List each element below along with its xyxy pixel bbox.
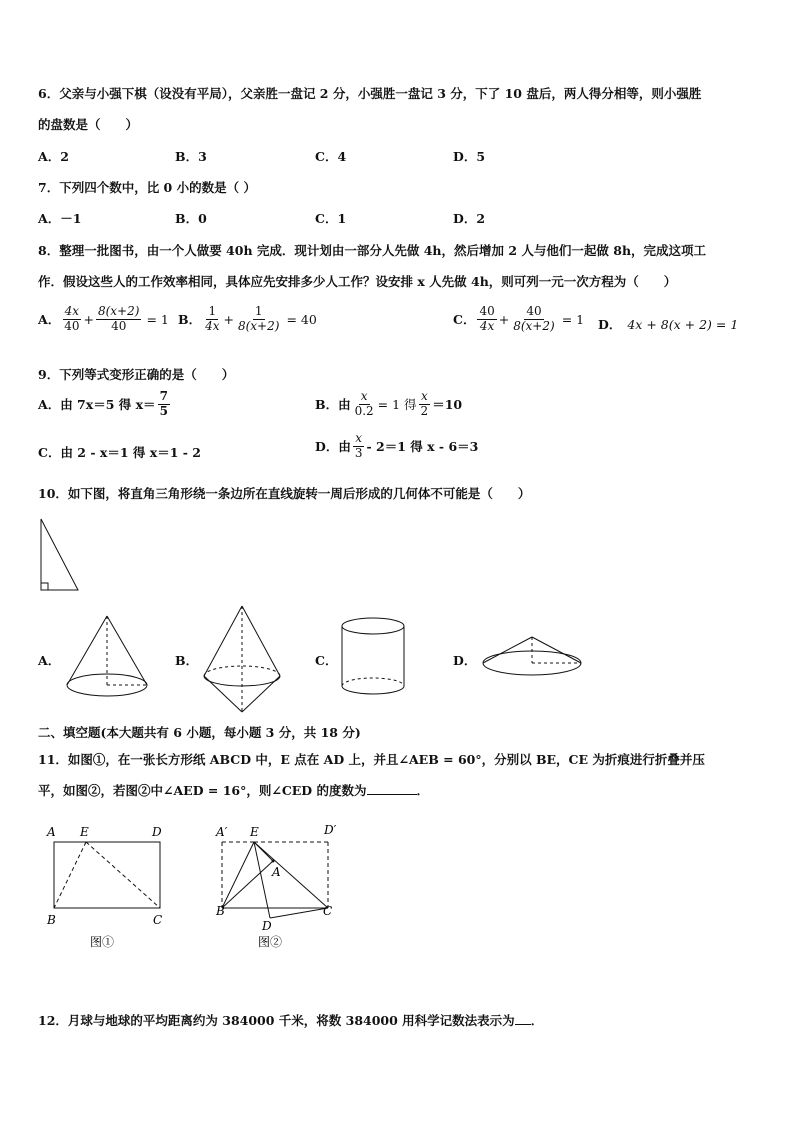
section-title: 二、填空题(本大题共有 6 小题，每小题 3 分，共 18 分) [38, 725, 361, 740]
fig2-label-d: D [262, 919, 272, 933]
answer-blank[interactable] [515, 1012, 531, 1025]
double-cone-icon [202, 604, 282, 716]
q9-option-b-post: ＝10 [432, 397, 463, 413]
q9-option-d[interactable] [315, 432, 478, 461]
plus-sign: + [83, 311, 94, 327]
q8-option-a-label: A． [38, 312, 61, 328]
q9-option-b[interactable] [315, 390, 462, 419]
q11-line2 [38, 781, 429, 799]
rhs: = 1 [561, 311, 585, 327]
q11-line2-text: 平，如图②，若图②中∠AED = 16°，则∠CED 的度数为 [38, 783, 367, 798]
q6-line2: 的盘数是（ ） [38, 117, 139, 132]
fraction: $\frac{40}{8(x+2)}$ [513, 304, 555, 333]
q7-option-d[interactable]: D．2 [453, 211, 486, 226]
q12-end: ． [530, 1013, 544, 1028]
fig1-label-e: E [80, 825, 89, 839]
q6-option-a[interactable]: A．2 [38, 149, 69, 164]
q10-stem: 10．如下图，将直角三角形绕一条边所在直线旋转一周后形成的几何体不可能是（ ） [38, 486, 531, 501]
cylinder-icon [340, 616, 408, 698]
q9-option-d-text: D．由 [315, 439, 351, 455]
flat-cone-icon [480, 634, 588, 682]
q9-option-b-mid: = 1 得 [377, 397, 417, 413]
fig1-label-b: B [47, 913, 56, 927]
q11-line1: 11．如图①，在一张长方形纸 ABCD 中，E 点在 AD 上，并且∠AEB = 60°，分别以 BE，CE 为折痕进行折叠并压 [38, 752, 705, 767]
q7-option-a[interactable]: A．－1 [38, 211, 82, 226]
q9-option-d-post: - 2＝1 得 x - 6＝3 [366, 439, 479, 455]
answer-blank[interactable] [367, 782, 417, 795]
q6-option-c[interactable]: C．4 [315, 149, 347, 164]
q7-option-b[interactable]: B．0 [175, 211, 207, 226]
q11-line2-end: ． [416, 783, 430, 798]
q9-option-b-text: B．由 [315, 397, 351, 413]
q8-line1: 8．整理一批图书，由一个人做要 40h 完成．现计划由一部分人先做 4h，然后增加 2 人与他们一起做 8h，完成这项工 [38, 243, 707, 258]
q10-option-c[interactable]: C． [315, 653, 338, 668]
figure-2-folded [210, 820, 350, 952]
cone-icon [64, 614, 154, 700]
q10-option-b[interactable]: B． [175, 653, 199, 668]
plus-sign: + [223, 311, 234, 327]
fig2-caption: 图② [258, 935, 283, 949]
q8-option-b-label: B． [178, 312, 202, 328]
fig2-label-d-prime: D′ [324, 823, 337, 837]
fig2-label-a: A [272, 865, 281, 879]
q10-option-d[interactable]: D． [453, 653, 477, 668]
fraction: $\frac{1}{4x}$ [205, 304, 220, 333]
q8-option-d-equation: 4x + 8(x + 2) = 1 [627, 316, 739, 332]
fraction: $\frac{x}{2}$ [420, 389, 429, 418]
figure-1-rectangle [40, 820, 180, 952]
plus-sign: + [498, 311, 510, 327]
q6-line1: 6．父亲与小强下棋（设没有平局），父亲胜一盘记 2 分，小强胜一盘记 3 分，下了 10 盘后，两人得分相等，则小强胜 [38, 86, 702, 101]
q8-option-d[interactable] [598, 315, 738, 333]
q9-option-a[interactable] [38, 390, 172, 419]
q9-option-c[interactable]: C．由 2 - x＝1 得 x＝1 - 2 [38, 445, 201, 460]
q6-option-b[interactable]: B．3 [175, 149, 207, 164]
q8-line2: 作．假设这些人的工作效率相同，具体应先安排多少人工作？设安排 x 人先做 4h，则可列一元一次方程为（ ） [38, 274, 677, 289]
fraction: $\frac{x}{0.2}$ [354, 389, 374, 418]
q12-line [38, 1011, 543, 1029]
q6-option-d[interactable]: D．5 [453, 149, 486, 164]
fig2-label-a-prime: A′ [216, 825, 228, 839]
q7-option-c[interactable]: C．1 [315, 211, 347, 226]
q8-option-b[interactable] [178, 305, 317, 334]
fig1-label-a: A [47, 825, 56, 839]
fig2-label-b: B [216, 904, 225, 918]
fig2-label-e: E [250, 825, 259, 839]
q10-option-a[interactable]: A． [38, 653, 61, 668]
q8-option-c[interactable] [453, 305, 584, 334]
q9-stem: 9．下列等式变形正确的是（ ） [38, 367, 235, 382]
q8-option-c-label: C． [453, 312, 476, 328]
q7-stem: 7．下列四个数中，比 0 小的数是（ ） [38, 180, 256, 195]
q8-option-d-label: D． [598, 317, 622, 332]
rhs: = 1 [146, 311, 169, 327]
fig1-label-c: C [153, 913, 163, 927]
fraction: $\frac{40}{4x}$ [479, 304, 495, 333]
fig1-caption: 图① [90, 935, 115, 949]
fig2-label-c: C [323, 904, 333, 918]
q9-option-a-text: A．由 7x＝5 得 x＝ [38, 397, 156, 413]
right-triangle-figure [38, 516, 82, 594]
rhs: = 40 [286, 311, 317, 327]
fraction: $\frac{8(x+2)}{40}$ [97, 304, 140, 333]
fraction: $\frac{x}{3}$ [354, 431, 363, 460]
fig1-label-d: D [152, 825, 162, 839]
q8-option-a[interactable] [38, 305, 169, 334]
fraction: $\frac{7}{5}$ [159, 389, 168, 418]
q12-text: 12．月球与地球的平均距离约为 384000 千米，将数 384000 用科学记数法表示为 [38, 1013, 515, 1028]
fraction: $\frac{4x}{40}$ [64, 304, 80, 333]
fraction: $\frac{1}{8(x+2)}$ [237, 304, 280, 333]
